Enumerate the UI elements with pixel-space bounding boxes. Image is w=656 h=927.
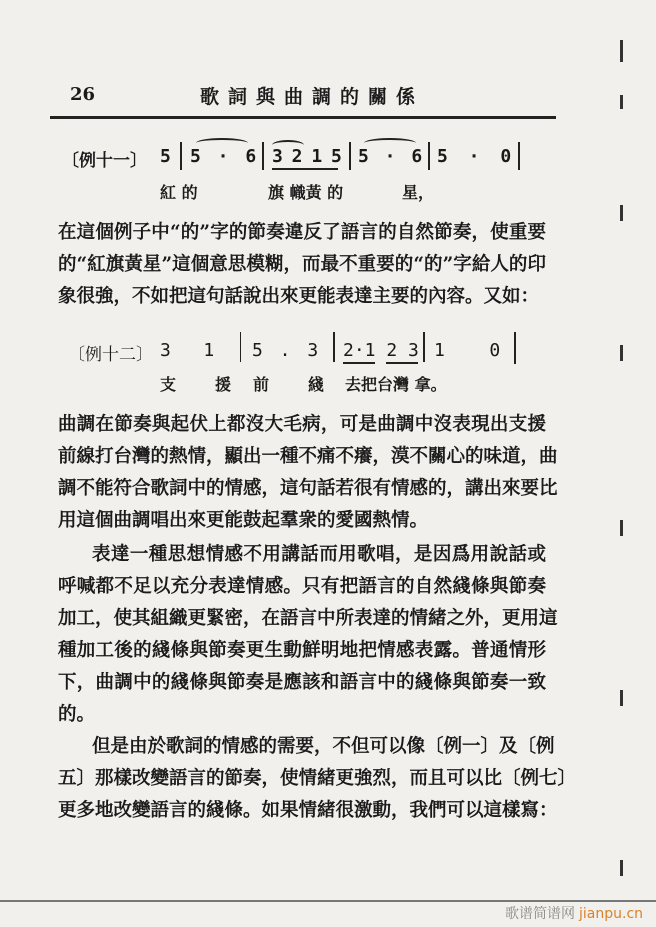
barline: [240, 332, 241, 362]
text-line: 調不能符合歌詞中的情感，這句話若很有情感的，講出來要比: [58, 478, 558, 499]
slur: [196, 138, 248, 148]
page-edge: [0, 900, 656, 902]
text-line: 用這個曲調唱出來更能鼓起羣衆的愛國熱情。: [58, 510, 429, 531]
page-number: 26: [70, 84, 96, 105]
text-line: 象很強，不如把這句話說出來更能表達主要的內容。又如：: [58, 286, 540, 307]
example-label: 〔例十一〕: [62, 151, 147, 171]
score-measure: 2·1 2 3: [343, 340, 419, 361]
score-measure: 5 . 3: [252, 340, 319, 361]
text-line: 的“紅旗黃星”這個意思模糊，而最不重要的“的”字給人的印: [58, 254, 546, 275]
lyric: 前: [253, 375, 270, 394]
binding-mark: [620, 520, 623, 536]
header-rule: [50, 116, 556, 119]
watermark-en: jianpu.cn: [579, 906, 644, 922]
lyric: 星，: [402, 183, 435, 202]
lyric: 去把台灣 拿。: [345, 375, 447, 394]
text-line: 加工，使其組織更緊密，在語言中所表達的情緒之外，更用這: [58, 608, 558, 629]
example-label: 〔例十二〕: [68, 345, 153, 365]
score-measure: 5 · 6: [190, 146, 257, 167]
score-measure: 3 1: [160, 340, 215, 361]
barline: [333, 332, 335, 362]
end-barline: [514, 332, 516, 364]
barline: [423, 332, 425, 362]
end-barline: [518, 142, 520, 170]
text-line: 的。: [58, 704, 96, 725]
text-line: 種加工後的綫條與節奏更生動鮮明地把情感表露。普通情形: [58, 640, 546, 661]
binding-mark: [620, 690, 623, 706]
slur: [272, 140, 304, 150]
barline: [180, 142, 182, 170]
text-line: 五〕那樣改變語言的節奏，使情緒更強烈，而且可以比〔例七〕: [58, 768, 577, 789]
text-line: 但是由於歌詞的情感的需要，不但可以像〔例一〕及〔例: [92, 736, 555, 757]
lyric: 旗 幟黃 的: [268, 183, 344, 202]
barline: [428, 142, 430, 170]
slur: [364, 138, 416, 148]
text-line: 更多地改變語言的綫條。如果情緒很激動，我們可以這樣寫：: [58, 800, 558, 821]
binding-mark: [620, 205, 623, 221]
lyric: 紅 的: [160, 183, 198, 202]
watermark: [505, 903, 643, 923]
text-line: 呼喊都不足以充分表達情感。只有把語言的自然綫條與節奏: [58, 576, 546, 597]
barline: [349, 142, 351, 170]
score-measure: 5 · 0: [437, 146, 512, 167]
beam: [272, 168, 338, 170]
score-measure: 5: [160, 146, 171, 167]
text-line: 在這個例子中“的”字的節奏違反了語言的自然節奏，使重要: [58, 222, 546, 243]
binding-mark: [620, 345, 623, 361]
beam: [343, 362, 375, 364]
text-line: 下，曲調中的綫條與節奏是應該和語言中的綫條與節奏一致: [58, 672, 546, 693]
beam: [386, 362, 418, 364]
watermark-cn: 歌谱简谱网: [505, 906, 575, 922]
score-measure: 5 · 6: [358, 146, 423, 167]
lyric: 援: [215, 375, 232, 394]
barline: [262, 142, 264, 170]
text-line: 表達一種思想情感不用講話而用歌唱，是因爲用說話或: [92, 544, 546, 565]
running-title: 歌詞與曲調的關係: [200, 86, 425, 108]
binding-mark: [620, 40, 623, 62]
binding-mark: [620, 860, 623, 876]
score-measure: 1 0: [434, 340, 501, 361]
text-line: 前線打台灣的熱情，顯出一種不痛不癢，漠不關心的味道，曲: [58, 446, 558, 467]
binding-mark: [620, 95, 623, 109]
score-measure: 3 2 1 5: [272, 146, 342, 167]
text-line: 曲調在節奏與起伏上都沒大毛病，可是曲調中沒表現出支援: [58, 414, 546, 435]
lyric: 綫: [308, 375, 325, 394]
lyric: 支: [160, 375, 177, 394]
